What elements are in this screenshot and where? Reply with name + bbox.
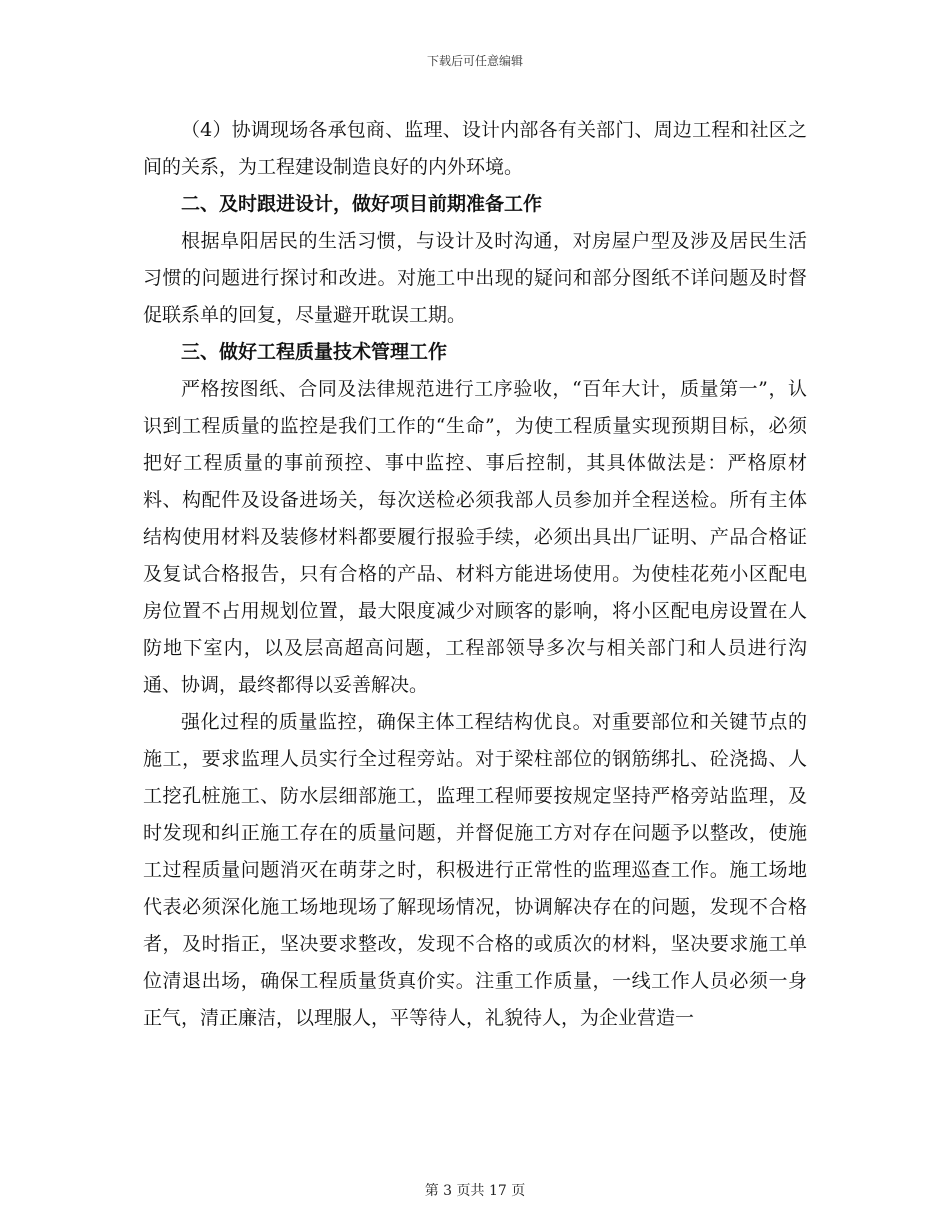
paragraph-design: 根据阜阳居民的生活习惯，与设计及时沟通，对房屋户型及涉及居民生活习惯的问题进行探讨和改进。对施工中出现的疑问和部分图纸不详问题及时督促联系单的回复，尽量避开耽误工期。	[143, 230, 807, 326]
section-heading-design: 二、及时跟进设计，做好项目前期准备工作	[181, 193, 543, 215]
document-body	[143, 112, 807, 1037]
page-footer: 第 3 页共 17 页	[424, 1183, 526, 1199]
paragraph-quality-monitoring: 强化过程的质量监控，确保主体工程结构优良。对重要部位和关键节点的施工，要求监理人员实行全过程旁站。对于梁柱部位的钢筋绑扎、砼浇捣、人工挖孔桩施工、防水层细部施工，监理工程师要按规定坚持严格旁站监理，及时发现和纠正施工存在的质量问题，并督促施工方对存在问题予以整改，使施工过程质量问题消灭在萌芽之时，积极进行正常性的监理巡查工作。施工场地代表必须深化施工场地现场了解现场情况，协调解决存在的问题，发现不合格者，及时指正，坚决要求整改，发现不合格的或质次的材料，坚决要求施工单位清退出场，确保工程质量货真价实。注重工作质量，一线工作人员必须一身正气，清正廉洁，以理服人，平等待人，礼貌待人，为企业营造一	[143, 711, 807, 1029]
paragraph-quality-acceptance: 严格按图纸、合同及法律规范进行工序验收，“百年大计，质量第一”，认识到工程质量的监控是我们工作的“生命”，为使工程质量实现预期目标，必须把好工程质量的事前预控、事中监控、事后控制，其具体做法是：严格原材料、构配件及设备进场关，每次送检必须我部人员参加并全程送检。所有主体结构使用材料及装修材料都要履行报验手续，必须出具出厂证明、产品合格证及复试合格报告，只有合格的产品、材料方能进场使用。为使桂花苑小区配电房位置不占用规划位置，最大限度减少对顾客的影响，将小区配电房设置在人防地下室内，以及层高超高问题，工程部领导多次与相关部门和人员进行沟通、协调，最终都得以妥善解决。	[143, 378, 807, 696]
page-header: 下载后可任意编辑	[426, 54, 523, 68]
section-heading-quality: 三、做好工程质量技术管理工作	[181, 341, 448, 363]
paragraph-coordination: （4）协调现场各承包商、监理、设计内部各有关部门、周边工程和社区之间的关系，为工程建设制造良好的内外环境。	[143, 119, 807, 178]
